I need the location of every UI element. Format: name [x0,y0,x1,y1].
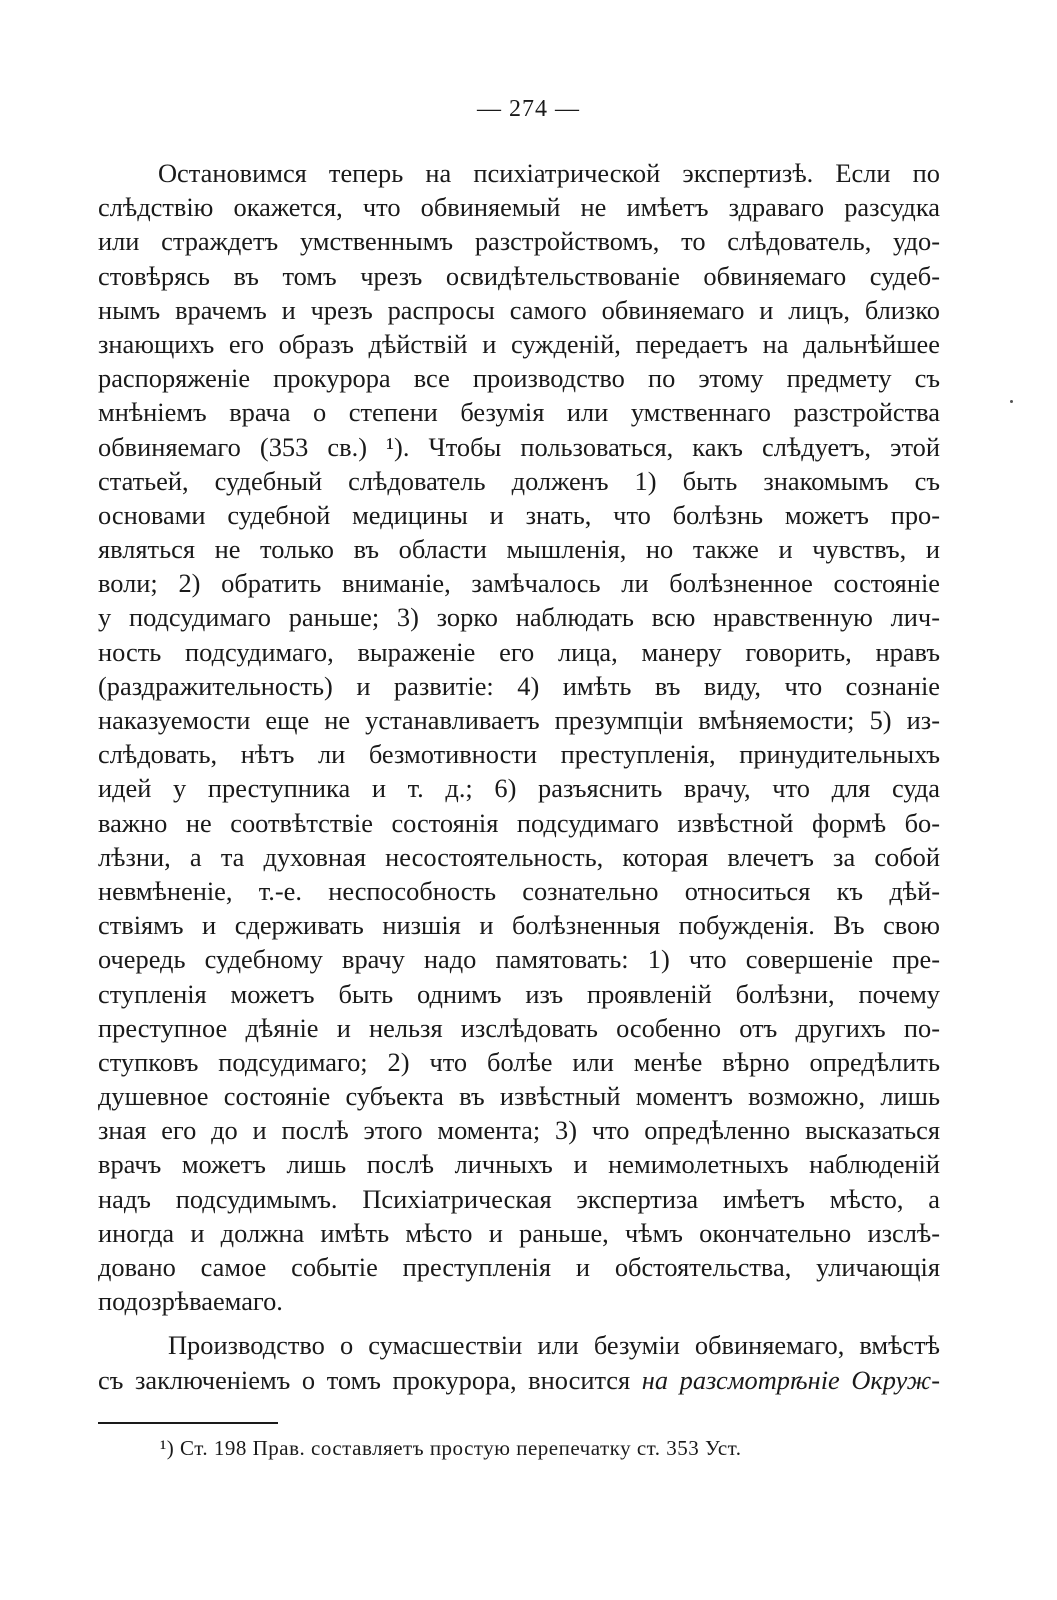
text-line: Производство о сумасшествіи или безуміи обвиняемаго, вмѣстѣ [168,1330,940,1361]
text-line: распоряженіе прокурора все производство по этому предмету съ [98,363,940,394]
text-line: слѣдовать, нѣтъ ли безмотивности преступленія, принудительныхъ [98,739,940,770]
text-line: лѣзни, а та духовная несостоятельность, которая влечетъ за собой [98,841,940,872]
text-line: надъ подсудимымъ. Психіатрическая экспертиза имѣетъ мѣсто, а [98,1183,940,1214]
text-line [98,1363,940,1397]
text-line: стовѣрясь въ томъ чрезъ освидѣтельствованіе обвиняемаго судеб- [98,260,940,291]
text-line: статьей, судебный слѣдователь долженъ 1) быть знакомымъ съ [98,465,940,496]
text-line: идей у преступника и т. д.; 6) разъяснить врачу, что для суда [98,773,940,804]
paragraph-1 [98,156,940,1318]
text-line: иногда и должна имѣть мѣсто и раньше, чѣмъ окончательно изслѣ- [98,1217,940,1248]
text-line: нымъ врачемъ и чрезъ распросы самого обвиняемаго и лицъ, близко [98,294,940,325]
page-number: — 274 — [477,96,580,122]
print-speck [1010,400,1013,403]
text-line: слѣдствію окажется, что обвиняемый не имѣетъ здраваго разсудка [98,192,940,223]
italic-text-segment: на разсмотрѣніе Окруж- [641,1364,940,1395]
text-line: ступленія можетъ быть однимъ изъ проявленій болѣзни, почему [98,978,940,1009]
text-line: знающихъ его образъ дѣйствій и сужденій, передаетъ на дальнѣйшее [98,328,940,359]
text-line: наказуемости еще не устанавливаетъ презумпціи вмѣняемости; 5) из- [98,705,940,735]
text-line: (раздражительность) и развитіе: 4) имѣть въ виду, что сознаніе [98,670,940,701]
paragraph-2 [98,1328,940,1396]
text-line: очередь судебному врачу надо памятовать: 1) что совершеніе пре- [98,944,940,975]
text-line: довано самое событіе преступленія и обстоятельства, уличающія [98,1252,940,1282]
text-line: Остановимся теперь на психіатрической экспертизѣ. Если по [158,158,940,188]
text-line: воли; 2) обратить вниманіе, замѣчалось ли болѣзненное состояніе [98,568,940,599]
footnote-divider [98,1422,278,1424]
footnote: ¹) Ст. 198 Прав. составляетъ простую перепечатку ст. 353 Уст. [160,1436,742,1460]
text-line: ступковъ подсудимаго; 2) что болѣе или менѣе вѣрно опредѣлить [98,1046,940,1077]
text-line: врачъ можетъ лишь послѣ личныхъ и немимолетныхъ наблюденій [98,1149,940,1180]
text-line: преступное дѣяніе и нельзя изслѣдовать особенно отъ другихъ по- [98,1012,940,1043]
text-line: невмѣненіе, т.-е. неспособность сознательно относиться къ дѣй- [98,875,940,906]
text-line: подозрѣваемаго. [98,1286,283,1317]
text-segment: съ заключеніемъ о томъ прокурора, вносится [98,1364,642,1395]
text-line: ствіямъ и сдерживать низшія и болѣзненныя побужденія. Въ свою [98,910,940,941]
text-line: ность подсудимаго, выраженіе его лица, манеру говорить, нравъ [98,636,940,667]
text-line: или страждетъ умственнымъ разстройствомъ, то слѣдователь, удо- [98,226,940,257]
text-line: душевное состояніе субъекта въ извѣстный моментъ возможно, лишь [98,1081,940,1112]
text-line: у подсудимаго раньше; 3) зорко наблюдать всю нравственную лич- [98,602,940,633]
text-line: мнѣніемъ врача о степени безумія или умственнаго разстройства [98,397,940,428]
text-line: являться не только въ области мышленія, но также и чувствъ, и [98,534,940,565]
text-line: обвиняемаго (353 св.) ¹). Чтобы пользоваться, какъ слѣдуетъ, этой [98,431,940,462]
text-line: основами судебной медицины и знать, что болѣзнь можетъ про- [98,499,940,530]
text-line: зная его до и послѣ этого момента; 3) что опредѣленно высказаться [98,1115,940,1146]
text-line: важно не соотвѣтствіе состоянія подсудимаго извѣстной формѣ бо- [98,807,940,838]
main-text [98,156,940,1397]
